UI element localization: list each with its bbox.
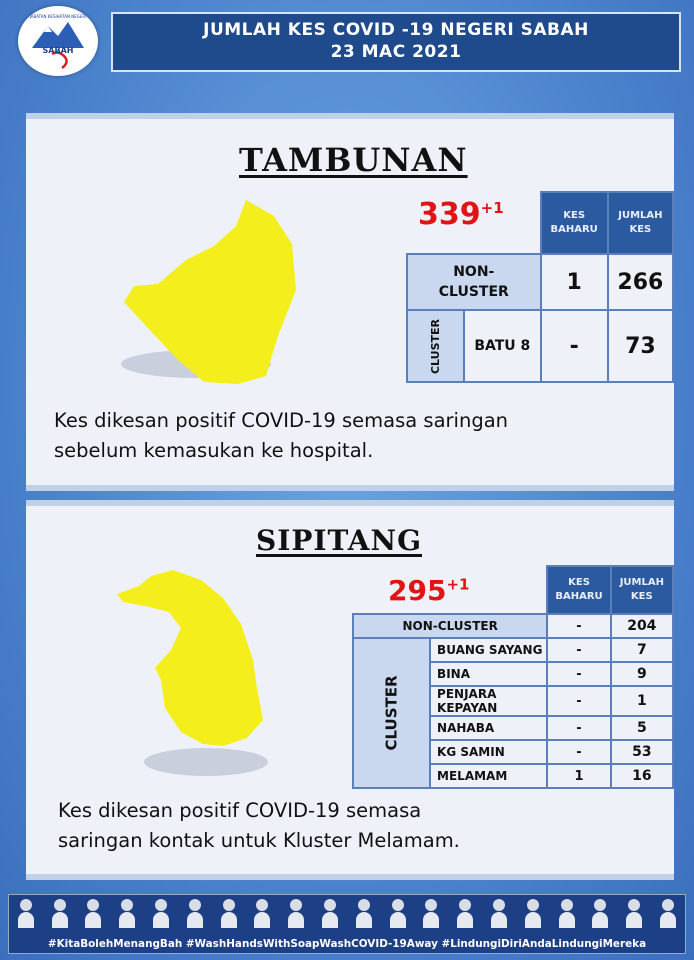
page-header <box>111 12 681 72</box>
cluster-total: 73 <box>608 310 673 382</box>
cluster-total: 53 <box>611 740 673 764</box>
person-icon <box>660 899 676 929</box>
person-icon <box>254 899 270 929</box>
sabah-health-logo <box>18 6 98 76</box>
person-icon <box>288 899 304 929</box>
sipitang-description: Kes dikesan positif COVID-19 semasa saringan kontak untuk Kluster Melamam. <box>58 799 460 852</box>
person-icon <box>356 899 372 929</box>
person-icon <box>626 899 642 929</box>
noncluster-total: 204 <box>611 614 673 638</box>
tambunan-panel <box>26 113 674 491</box>
cluster-name: BUANG SAYANG <box>430 638 547 662</box>
page-date: 23 MAC 2021 <box>330 42 462 62</box>
cluster-name: PENJARA KEPAYAN <box>430 686 547 716</box>
person-icon <box>457 899 473 929</box>
cluster-new: - <box>547 686 610 716</box>
tambunan-table <box>406 191 674 383</box>
hashtags: #KitaBolehMenangBah #WashHandsWithSoapWashCOVID-19Away #LindungiDiriAndaLindungiMereka <box>47 938 647 950</box>
col-new-header: KES BAHARU <box>541 192 608 254</box>
district-title: TAMBUNAN <box>239 141 468 179</box>
person-icon <box>153 899 169 929</box>
district-title: SIPITANG <box>256 524 423 557</box>
total-increase: +1 <box>446 575 470 594</box>
sipitang-map <box>111 568 291 786</box>
person-icon <box>187 899 203 929</box>
noncluster-label: NON- CLUSTER <box>407 254 541 310</box>
sipitang-panel <box>26 500 674 880</box>
col-total-header: JUMLAH KES <box>611 566 673 614</box>
cluster-new: 1 <box>547 764 610 788</box>
person-icon <box>592 899 608 929</box>
person-icon <box>221 899 237 929</box>
sipitang-table <box>352 565 674 789</box>
person-icon <box>18 899 34 929</box>
logo-top-text: JABATAN KESIHATAN NEGERI <box>29 14 87 19</box>
col-new-header: KES BAHARU <box>547 566 610 614</box>
noncluster-total: 266 <box>608 254 673 310</box>
person-icon <box>52 899 68 929</box>
cluster-name: MELAMAM <box>430 764 547 788</box>
cluster-label: CLUSTER <box>407 310 464 382</box>
cluster-total: 16 <box>611 764 673 788</box>
cluster-name: BINA <box>430 662 547 686</box>
person-icon <box>322 899 338 929</box>
cluster-new: - <box>541 310 608 382</box>
noncluster-new: - <box>547 614 610 638</box>
cluster-name: BATU 8 <box>464 310 541 382</box>
cluster-total: 5 <box>611 716 673 740</box>
noncluster-label: NON-CLUSTER <box>353 614 547 638</box>
total-count: 295 <box>388 574 447 607</box>
figures-row <box>9 899 685 931</box>
person-icon <box>119 899 135 929</box>
noncluster-new: 1 <box>541 254 608 310</box>
person-icon <box>85 899 101 929</box>
total-increase: +1 <box>480 199 504 217</box>
mountain-icon <box>18 6 98 76</box>
person-icon <box>491 899 507 929</box>
cluster-new: - <box>547 740 610 764</box>
total-count: 339 <box>418 197 481 232</box>
tambunan-map <box>96 194 306 394</box>
cluster-new: - <box>547 638 610 662</box>
cluster-total: 9 <box>611 662 673 686</box>
footer-banner <box>8 894 686 954</box>
page-title: JUMLAH KES COVID -19 NEGERI SABAH <box>203 20 589 40</box>
person-icon <box>390 899 406 929</box>
cluster-new: - <box>547 662 610 686</box>
person-icon <box>423 899 439 929</box>
person-icon <box>525 899 541 929</box>
cluster-name: NAHABA <box>430 716 547 740</box>
cluster-total: 1 <box>611 686 673 716</box>
cluster-new: - <box>547 716 610 740</box>
cluster-total: 7 <box>611 638 673 662</box>
logo-name: SABAH <box>42 46 74 55</box>
person-icon <box>559 899 575 929</box>
cluster-name: KG SAMIN <box>430 740 547 764</box>
cluster-label: CLUSTER <box>353 638 430 788</box>
col-total-header: JUMLAH KES <box>608 192 673 254</box>
tambunan-description: Kes dikesan positif COVID-19 semasa saringan sebelum kemasukan ke hospital. <box>54 409 509 462</box>
